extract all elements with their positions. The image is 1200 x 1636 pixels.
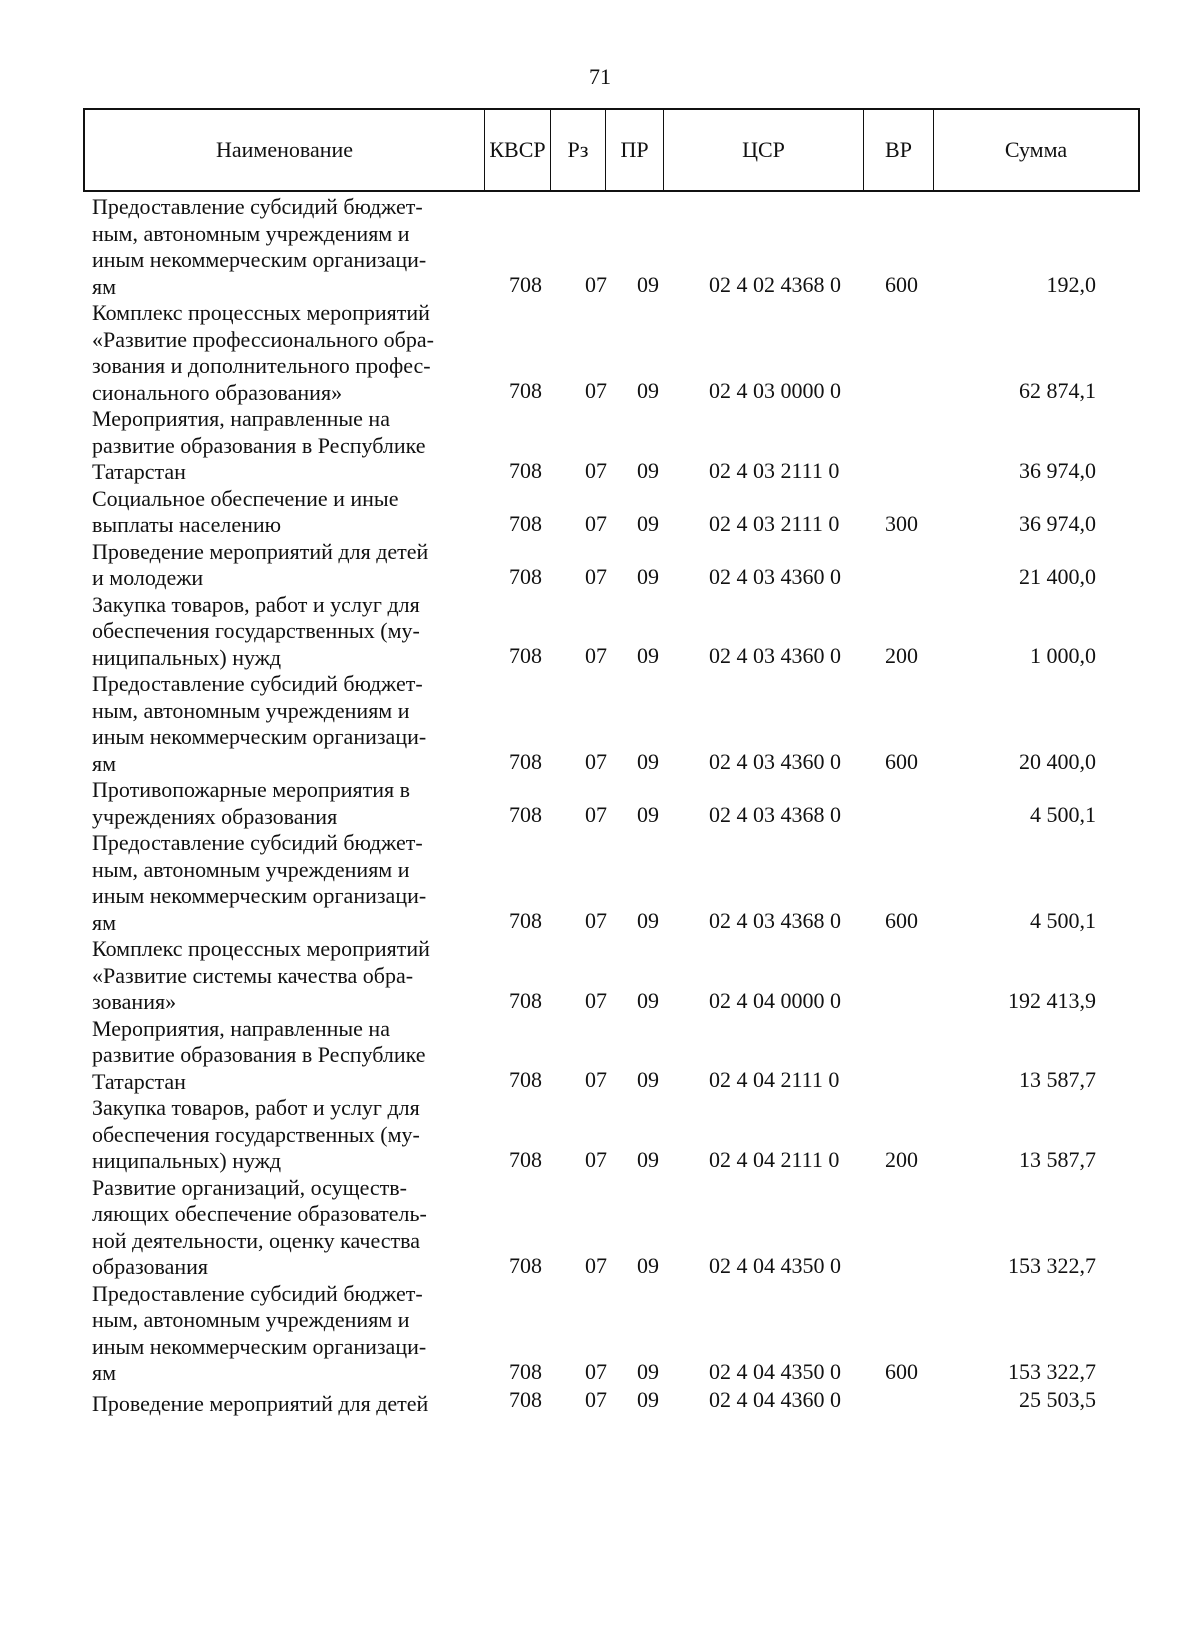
cell-rz: 07 [585, 1386, 607, 1412]
cell-sum: 25 503,5 [1019, 1386, 1096, 1412]
table-row [92, 486, 1140, 539]
cell-csr: 02 4 03 4360 0 [709, 749, 841, 774]
row-name-line: обеспечения государственных (му- [92, 618, 420, 643]
row-name-line: и молодежи [92, 565, 204, 590]
row-cells [92, 749, 1140, 775]
cell-kvsr: 708 [509, 749, 542, 774]
row-name-line: ям [92, 1360, 117, 1385]
cell-rz: 07 [585, 563, 607, 589]
table-header [83, 108, 1140, 192]
cell-vr: 600 [885, 908, 918, 933]
cell-pr: 09 [637, 563, 659, 589]
row-name-line: ным, автономным учреждениям и [92, 856, 410, 882]
cell-kvsr: 708 [509, 510, 542, 536]
row-name-line: Татарстан [92, 459, 186, 484]
row-cells [92, 1387, 1140, 1413]
row-name-line: иным некоммерческим организаци- [92, 247, 427, 272]
row-cells [92, 458, 1140, 484]
cell-csr: 02 4 03 4368 0 [709, 908, 841, 933]
header-name: Наименование [85, 110, 485, 190]
cell-pr: 09 [637, 749, 659, 774]
cell-rz: 07 [585, 1067, 607, 1092]
row-name-line: Развитие организаций, осуществ- [92, 1174, 407, 1200]
cell-vr: 200 [885, 1146, 918, 1172]
row-name-line: Мероприятия, направленные на [92, 406, 390, 431]
cell-sum: 153 322,7 [1008, 1252, 1096, 1278]
cell-sum: 192,0 [1046, 272, 1096, 297]
row-name-line: сионального образования» [92, 379, 343, 405]
cell-rz: 07 [585, 1252, 607, 1278]
row-name-line: ям [92, 909, 117, 935]
cell-pr: 09 [637, 510, 659, 536]
header-kvsr: КВСР [485, 110, 551, 190]
cell-rz: 07 [585, 510, 607, 536]
row-name-line: развитие образования в Республике [92, 432, 426, 458]
cell-kvsr: 708 [509, 987, 542, 1013]
cell-csr: 02 4 03 4360 0 [709, 643, 841, 668]
cell-csr: 02 4 04 0000 0 [709, 987, 841, 1013]
cell-kvsr: 708 [509, 802, 542, 827]
cell-sum: 192 413,9 [1008, 987, 1096, 1013]
row-name-line: образования [92, 1254, 209, 1279]
cell-rz: 07 [585, 1358, 607, 1384]
cell-rz: 07 [585, 987, 607, 1013]
cell-csr: 02 4 04 4350 0 [709, 1358, 841, 1384]
cell-pr: 09 [637, 378, 659, 403]
row-name-line: обеспечения государственных (му- [92, 1121, 420, 1147]
row-name-line: Проведение мероприятий для детей [92, 538, 429, 564]
table-row [92, 592, 1140, 672]
cell-kvsr: 708 [509, 1386, 542, 1412]
row-name-line: Предоставление субсидий бюджет- [92, 830, 423, 855]
table-row [92, 671, 1140, 777]
table-row [92, 936, 1140, 1016]
row-name-line: учреждениях образования [92, 803, 338, 829]
row-cells [92, 988, 1140, 1014]
table-body [92, 194, 1140, 1417]
row-cells [92, 908, 1140, 934]
row-name-line: ниципальных) нужд [92, 644, 282, 670]
row-name-line: выплаты населению [92, 512, 282, 537]
cell-kvsr: 708 [509, 1146, 542, 1172]
table-row [92, 777, 1140, 830]
row-name-line: Предоставление субсидий бюджет- [92, 671, 423, 696]
cell-vr: 600 [885, 749, 918, 774]
cell-sum: 21 400,0 [1019, 563, 1096, 589]
cell-pr: 09 [637, 1067, 659, 1092]
cell-kvsr: 708 [509, 378, 542, 403]
cell-vr: 200 [885, 643, 918, 668]
row-name-line: ляющих обеспечение образователь- [92, 1201, 427, 1226]
cell-csr: 02 4 03 0000 0 [709, 378, 841, 403]
cell-pr: 09 [637, 987, 659, 1013]
table-row [92, 194, 1140, 300]
row-name-line: развитие образования в Республике [92, 1042, 426, 1067]
table-row [92, 539, 1140, 592]
cell-pr: 09 [637, 272, 659, 297]
row-name-line: ной деятельности, оценку качества [92, 1227, 421, 1253]
row-cells [92, 643, 1140, 669]
cell-rz: 07 [585, 378, 607, 403]
row-name-line: иным некоммерческим организаци- [92, 1333, 427, 1359]
table-row [92, 830, 1140, 936]
cell-rz: 07 [585, 643, 607, 668]
row-name-line: зования и дополнительного профес- [92, 353, 431, 378]
header-pr: ПР [606, 110, 664, 190]
row-name-line: иным некоммерческим организаци- [92, 724, 427, 749]
cell-kvsr: 708 [509, 1067, 542, 1092]
row-cells [92, 272, 1140, 298]
table-row [92, 300, 1140, 406]
cell-vr: 600 [885, 1358, 918, 1384]
row-name-line: Проведение мероприятий для детей [92, 1390, 429, 1416]
cell-sum: 62 874,1 [1019, 378, 1096, 403]
cell-pr: 09 [637, 1358, 659, 1384]
cell-csr: 02 4 03 4368 0 [709, 802, 841, 827]
cell-csr: 02 4 03 2111 0 [709, 510, 840, 536]
header-vr: ВР [864, 110, 934, 190]
row-cells [92, 1147, 1140, 1173]
cell-sum: 36 974,0 [1019, 457, 1096, 483]
cell-csr: 02 4 02 4368 0 [709, 272, 841, 297]
cell-pr: 09 [637, 643, 659, 668]
table-row [92, 1175, 1140, 1281]
row-name-line: ниципальных) нужд [92, 1148, 282, 1173]
row-name-line: Предоставление субсидий бюджет- [92, 194, 423, 219]
row-name-line: «Развитие профессионального обра- [92, 326, 434, 352]
cell-kvsr: 708 [509, 1358, 542, 1384]
table-row [92, 1095, 1140, 1175]
cell-csr: 02 4 03 4360 0 [709, 563, 841, 589]
cell-sum: 1 000,0 [1030, 643, 1096, 668]
row-name-line: ям [92, 750, 117, 776]
row-name-line: «Развитие системы качества обра- [92, 962, 414, 988]
header-sum: Сумма [1004, 137, 1068, 162]
cell-rz: 07 [585, 1146, 607, 1172]
row-cells [92, 378, 1140, 404]
cell-sum: 13 587,7 [1019, 1146, 1096, 1172]
row-name-line: Социальное обеспечение и иные [92, 485, 399, 511]
row-name-line: ям [92, 273, 117, 299]
cell-sum: 13 587,7 [1019, 1067, 1096, 1092]
row-name-line: Противопожарные мероприятия в [92, 777, 410, 802]
row-name-line: иным некоммерческим организаци- [92, 883, 427, 908]
cell-kvsr: 708 [509, 272, 542, 297]
cell-csr: 02 4 04 4350 0 [709, 1252, 841, 1278]
cell-pr: 09 [637, 1146, 659, 1172]
cell-kvsr: 708 [509, 1252, 542, 1278]
row-name-line: ным, автономным учреждениям и [92, 220, 410, 246]
table-row [92, 1281, 1140, 1387]
row-name-line: Комплекс процессных мероприятий [92, 936, 430, 961]
cell-rz: 07 [585, 749, 607, 774]
row-cells [92, 1253, 1140, 1279]
cell-kvsr: 708 [509, 563, 542, 589]
cell-rz: 07 [585, 908, 607, 933]
cell-csr: 02 4 03 2111 0 [709, 457, 840, 483]
row-name-line: ным, автономным учреждениям и [92, 697, 410, 723]
cell-sum: 4 500,1 [1030, 908, 1096, 933]
cell-kvsr: 708 [509, 457, 542, 483]
table-row [92, 1016, 1140, 1096]
cell-rz: 07 [585, 272, 607, 297]
table-row [92, 406, 1140, 486]
cell-csr: 02 4 04 2111 0 [709, 1067, 840, 1092]
row-name-line: зования» [92, 989, 177, 1014]
row-name-line: Татарстан [92, 1068, 186, 1094]
row-cells [92, 1067, 1140, 1093]
row-name-line: Закупка товаров, работ и услуг для [92, 591, 420, 617]
cell-rz: 07 [585, 802, 607, 827]
cell-pr: 09 [637, 908, 659, 933]
row-cells [92, 1359, 1140, 1385]
cell-sum: 20 400,0 [1019, 749, 1096, 774]
cell-pr: 09 [637, 1386, 659, 1412]
cell-kvsr: 708 [509, 908, 542, 933]
cell-csr: 02 4 04 4360 0 [709, 1386, 841, 1412]
table-row [92, 1386, 1140, 1418]
row-name-line: Закупка товаров, работ и услуг для [92, 1095, 420, 1120]
cell-pr: 09 [637, 457, 659, 483]
cell-vr: 300 [885, 510, 918, 536]
cell-pr: 09 [637, 802, 659, 827]
cell-sum: 36 974,0 [1019, 510, 1096, 536]
cell-pr: 09 [637, 1252, 659, 1278]
cell-sum: 4 500,1 [1030, 802, 1096, 827]
row-name-line: Предоставление субсидий бюджет- [92, 1280, 423, 1306]
header-rz: Рз [551, 110, 606, 190]
row-name-line: Комплекс процессных мероприятий [92, 300, 430, 325]
cell-kvsr: 708 [509, 643, 542, 668]
cell-csr: 02 4 04 2111 0 [709, 1146, 840, 1172]
row-name-line: Мероприятия, направленные на [92, 1015, 390, 1041]
cell-rz: 07 [585, 457, 607, 483]
row-name-line: ным, автономным учреждениям и [92, 1307, 410, 1332]
row-cells [92, 564, 1140, 590]
page-number: 71 [589, 64, 611, 89]
row-cells [92, 802, 1140, 828]
cell-vr: 600 [885, 272, 918, 297]
cell-sum: 153 322,7 [1008, 1358, 1096, 1384]
row-cells [92, 511, 1140, 537]
header-csr: ЦСР [664, 110, 864, 190]
